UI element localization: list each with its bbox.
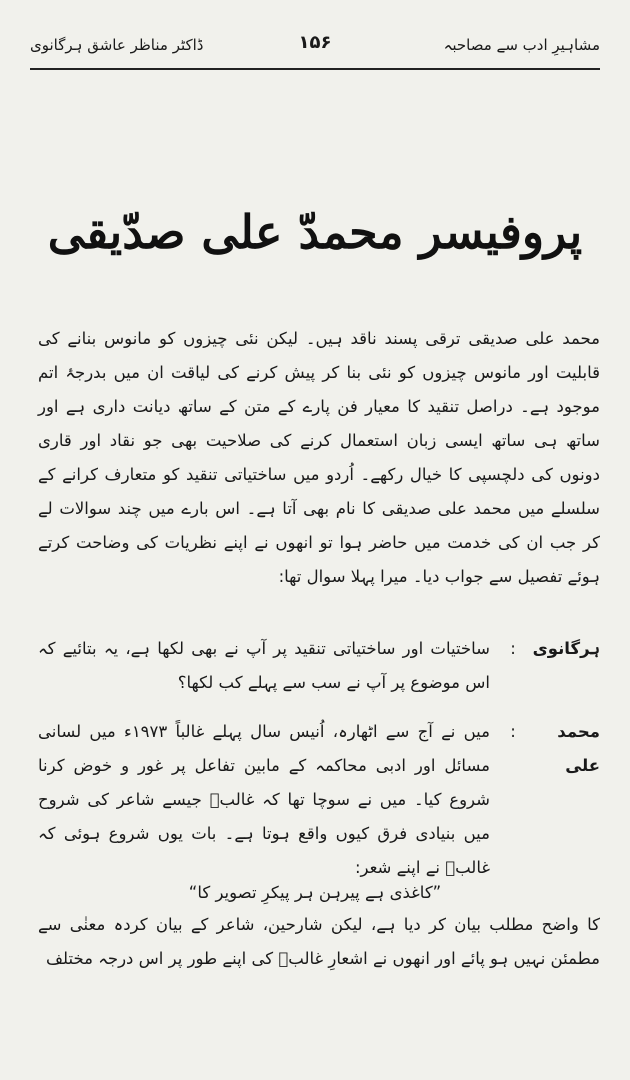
quoted-verse: ”کاغذی ہے پیرہن ہر پیکرِ تصویر کا“: [188, 883, 442, 902]
dialog-separator: :: [510, 722, 516, 741]
header-rule: [30, 68, 600, 70]
dialog-entry: [38, 632, 600, 700]
intro-paragraph: [38, 322, 600, 594]
dialog-text: ساختیات اور ساختیاتی تنقید پر آپ نے بھی لکھا ہے، یہ بتائیے کہ اس موضوع پر آپ نے سب سے پہلے کب لکھا؟: [38, 639, 490, 692]
page-number: ۱۵۶: [298, 32, 332, 53]
intro-text: محمد علی صدیقی ترقی پسند ناقد ہیں۔ لیکن نئی چیزوں کو مانوس بنانے کی قابلیت اور مانوس چیزوں کو نئی بنا کر پیش کرنے کی لیاقت ان میں بدرجۂ اتم موجود ہے۔ دراصل تنقید کا معیار فن پارے کے متن کے ساتھ دیانت داری ہے اور ساتھ ہی ساتھ ایسی زبان استعمال کرنے کی صلاحیت بھی جو نقاد اور قاری دونوں کی دلچسپی کا خیال رکھے۔ اُردو میں ساختیاتی تنقید کو متعارف کرانے کے سلسلے میں محمد علی صدیقی کا نام بھی آتا ہے۔ اس بارے میں چند سوالات لے کر جب ان کی خدمت میں حاضر ہوا تو انھوں نے اپنے نظریات کی وضاحت کرتے ہوئے تفصیل سے جواب دیا۔ میرا پہلا سوال تھا:: [38, 329, 600, 586]
article-title: پروفیسر محمدّ علی صدّیقی: [47, 205, 583, 259]
dialog-entry: [38, 715, 600, 885]
running-header: [30, 30, 600, 68]
author-name: ڈاکٹر مناظر عاشق ہرگانوی: [30, 36, 204, 54]
dialog-separator: :: [510, 639, 516, 658]
continuation-paragraph: کا واضح مطلب بیان کر دیا ہے، لیکن شارحین، شاعر کے بیان کردہ معنٰی سے مطمئن نہیں ہو پائے اور انھوں نے اشعارِ غالبؔ کی اپنے طور پر اس درجہ مختلف: [38, 915, 600, 968]
book-title: مشاہیرِ ادب سے مصاحبہ: [443, 36, 600, 54]
dialog-speaker: ہرگانوی: [532, 639, 600, 658]
dialog-text: میں نے آج سے اٹھارہ، اُنیس سال پہلے غالباً ۱۹۷۳ء میں لسانی مسائل اور ادبی محاکمہ کے مابین تفاعل پر غور و خوض کرنا شروع کیا۔ میں نے سوچا تھا کہ غالبؔ جیسے شاعر کی شروح میں بنیادی فرق کیوں واقع ہوتا ہے۔ بات یوں شروع ہوئی کہ غالبؔ نے اپنے شعر:: [38, 722, 490, 877]
dialog-speaker: محمد علی: [557, 722, 600, 775]
